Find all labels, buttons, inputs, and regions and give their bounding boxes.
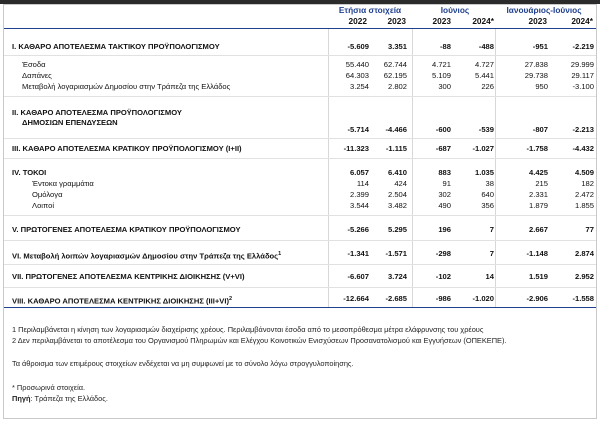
cell-value: 950 [535,82,548,91]
cell-value: 91 [442,179,451,188]
cell-value: 2.802 [387,82,407,91]
row-separator [4,55,596,56]
cell-value: 2.331 [528,190,548,199]
cell-value: 1.855 [574,201,594,210]
cell-value: -12.664 [343,294,369,303]
row-separator [4,240,596,241]
row-separator [4,264,596,265]
source-label: Πηγή [12,394,31,403]
row-label: Δαπάνες [22,71,52,80]
cell-value: 14 [485,272,494,281]
cell-value: 490 [438,201,451,210]
cell-value: 226 [481,82,494,91]
cell-value: 1.519 [528,272,548,281]
header-year: 2024* [472,16,494,26]
cell-value: 3.351 [387,42,407,51]
row-label: VII. ΠΡΩΤΟΓΕΝΕΣ ΑΠΟΤΕΛΕΣΜΑ ΚΕΝΤΡΙΚΗΣ ΔΙΟΙΚΗΣΗΣ (V+VI) [12,272,245,281]
cell-value: -1.341 [347,249,369,258]
cell-value: 62.744 [383,60,407,69]
provisional-note: * Προσωρινά στοιχεία. [12,383,86,392]
cell-value: 4.721 [431,60,451,69]
cell-value: 2.667 [528,225,548,234]
source-text: : Τράπεζα της Ελλάδος. [30,394,108,403]
row-label: VI. Μεταβολή λοιπών λογαριασμών Δημοσίου στην Τράπεζα της Ελλάδος$^1$ [12,251,282,261]
footnote-1: 1 Περιλαμβάνεται η κίνηση των λογαριασμών διαχείρισης χρέους. Περιλαμβάνονται έσοδα από το μεσοπρόθεσμα μέτρα ελάφρυνσης του χρέους [12,325,484,334]
row-label: V. ΠΡΩΤΟΓΕΝΕΣ ΑΠΟΤΕΛΕΣΜΑ ΚΡΑΤΙΚΟΥ ΠΡΟΫΠΟΛΟΓΙΣΜΟΥ [12,225,241,234]
row-label: Ομόλογα [32,190,63,199]
cell-value: 2.874 [574,249,594,258]
cell-value: -102 [435,272,451,281]
cell-value: -488 [478,42,494,51]
cell-value: -951 [532,42,548,51]
cell-value: 4.425 [528,168,548,177]
cell-value: 77 [585,225,594,234]
table-row [0,71,600,81]
header-group-jan-june: Ιανουάριος-Ιούνιος [506,5,582,15]
cell-value: 64.303 [345,71,369,80]
cell-value: -1.758 [526,144,548,153]
cell-value: 6.410 [387,168,407,177]
cell-value: 4.727 [474,60,494,69]
cell-value: 29.999 [570,60,594,69]
table-bottom-rule [4,307,596,308]
header-year: 2023 [528,16,547,26]
cell-value: -1.115 [385,144,407,153]
row-label: II. ΚΑΘΑΡΟ ΑΠΟΤΕΛΕΣΜΑ ΠΡΟΫΠΟΛΟΓΙΣΜΟΥ [12,108,182,117]
cell-value: 29.738 [524,71,548,80]
cell-value: -5.714 [347,125,369,134]
cell-value: 3.544 [349,201,369,210]
table-row [0,179,600,189]
cell-value: 27.838 [524,60,548,69]
cell-value: 196 [438,225,451,234]
row-label: Έσοδα [22,60,46,69]
header-rule [4,28,596,29]
cell-value: -5.609 [347,42,369,51]
cell-value: 215 [535,179,548,188]
cell-value: -1.027 [472,144,494,153]
header-group-annual: Ετήσια στοιχεία [338,5,402,15]
footnote-ref: 1 [278,251,282,257]
footnote-ref: 2 [229,296,233,302]
table-row [0,108,600,118]
table-row [0,125,600,135]
table-row [0,144,600,154]
cell-value: 2.472 [574,190,594,199]
cell-value: 302 [438,190,451,199]
header-year: 2024* [571,16,593,26]
header-year: 2022 [348,16,367,26]
cell-value: -687 [435,144,451,153]
cell-value: -11.323 [343,144,369,153]
cell-value: 3.724 [387,272,407,281]
cell-value: -4.466 [385,125,407,134]
row-label: Έντοκα γραμμάτια [32,179,94,188]
row-label: III. ΚΑΘΑΡΟ ΑΠΟΤΕΛΕΣΜΑ ΚΡΑΤΙΚΟΥ ΠΡΟΫΠΟΛΟΓΙΣΜΟΥ (I+II) [12,144,242,153]
cell-value: -5.266 [347,225,369,234]
cell-value: 62.195 [383,71,407,80]
row-label: IV. ΤΟΚΟΙ [12,168,47,177]
cell-value: 3.482 [387,201,407,210]
cell-value: -807 [532,125,548,134]
rounding-note: Τα άθροισμα των επιμέρους στοιχείων ενδέχεται να μη συμφωνεί με το σύνολο λόγω στρογγυλοποίησης. [12,359,354,368]
cell-value: -539 [478,125,494,134]
table-row [0,272,600,282]
cell-value: -6.607 [347,272,369,281]
cell-value: 182 [581,179,594,188]
cell-value: 114 [356,179,369,188]
cell-value: 29.117 [571,71,594,80]
cell-value: 5.295 [387,225,407,234]
cell-value: 2.952 [574,272,594,281]
cell-value: 6.057 [349,168,369,177]
cell-value: 55.440 [345,60,369,69]
table-row [0,201,600,211]
row-separator [4,215,596,216]
cell-value: 1.879 [528,201,548,210]
cell-value: 38 [485,179,494,188]
cell-value: -600 [435,125,451,134]
row-separator [4,287,596,288]
table-row [0,190,600,200]
cell-value: 883 [438,168,451,177]
cell-value: -986 [435,294,451,303]
cell-value: -1.558 [572,294,594,303]
table-row [0,60,600,70]
footnote-2: 2 Δεν περιλαμβάνεται το αποτέλεσμα του Οργανισμού Πληρωμών και Ελέγχου Κοινοτικών Ενισχύσεων Προσανατολισμού και Εγγυήσεων (ΟΠΕΚΕΠΕ). [12,336,507,345]
row-label: Μεταβολή λογαριασμών Δημοσίου στην Τράπεζα της Ελλάδος [22,82,231,91]
cell-value: -2.219 [572,42,594,51]
cell-value: -4.432 [572,144,594,153]
cell-value: 640 [481,190,494,199]
header-group-june: Ιούνιος [440,5,470,15]
cell-value: 7 [489,225,494,234]
cell-value: 2.399 [349,190,369,199]
row-separator [4,158,596,159]
cell-value: -88 [440,42,451,51]
row-label-continued: ΔΗΜΟΣΙΩΝ ΕΠΕΝΔΥΣΕΩΝ [22,118,118,127]
row-separator [4,96,596,97]
cell-value: -1.571 [385,249,407,258]
cell-value: 2.504 [387,190,407,199]
cell-value: -2.685 [385,294,407,303]
cell-value: -1.148 [526,249,548,258]
row-label: I. ΚΑΘΑΡΟ ΑΠΟΤΕΛΕΣΜΑ ΤΑΚΤΙΚΟΥ ΠΡΟΫΠΟΛΟΓΙΣΜΟΥ [12,42,220,51]
cell-value: 424 [394,179,407,188]
cell-value: 7 [489,249,494,258]
cell-value: 1.035 [474,168,494,177]
table-row [0,249,600,259]
table-row [0,294,600,304]
table-row [0,42,600,52]
cell-value: 300 [438,82,451,91]
header-year: 2023 [432,16,451,26]
header-year: 2023 [387,16,406,26]
row-label: Λοιποί [32,201,55,210]
table-row [0,225,600,235]
source-note [12,394,108,403]
cell-value: 4.509 [574,168,594,177]
row-separator [4,138,596,139]
cell-value: -1.020 [472,294,494,303]
cell-value: 5.109 [431,71,451,80]
cell-value: -3.100 [572,82,594,91]
table-row [0,82,600,92]
table-row [0,168,600,178]
cell-value: 3.254 [349,82,369,91]
row-label: VIII. ΚΑΘΑΡΟ ΑΠΟΤΕΛΕΣΜΑ ΚΕΝΤΡΙΚΗΣ ΔΙΟΙΚΗΣΗΣ $(III+VI)^2$ [12,296,233,306]
cell-value: -298 [435,249,451,258]
cell-value: -2.213 [572,125,594,134]
cell-value: 356 [481,201,494,210]
cell-value: -2.906 [526,294,548,303]
cell-value: 5.441 [474,71,494,80]
